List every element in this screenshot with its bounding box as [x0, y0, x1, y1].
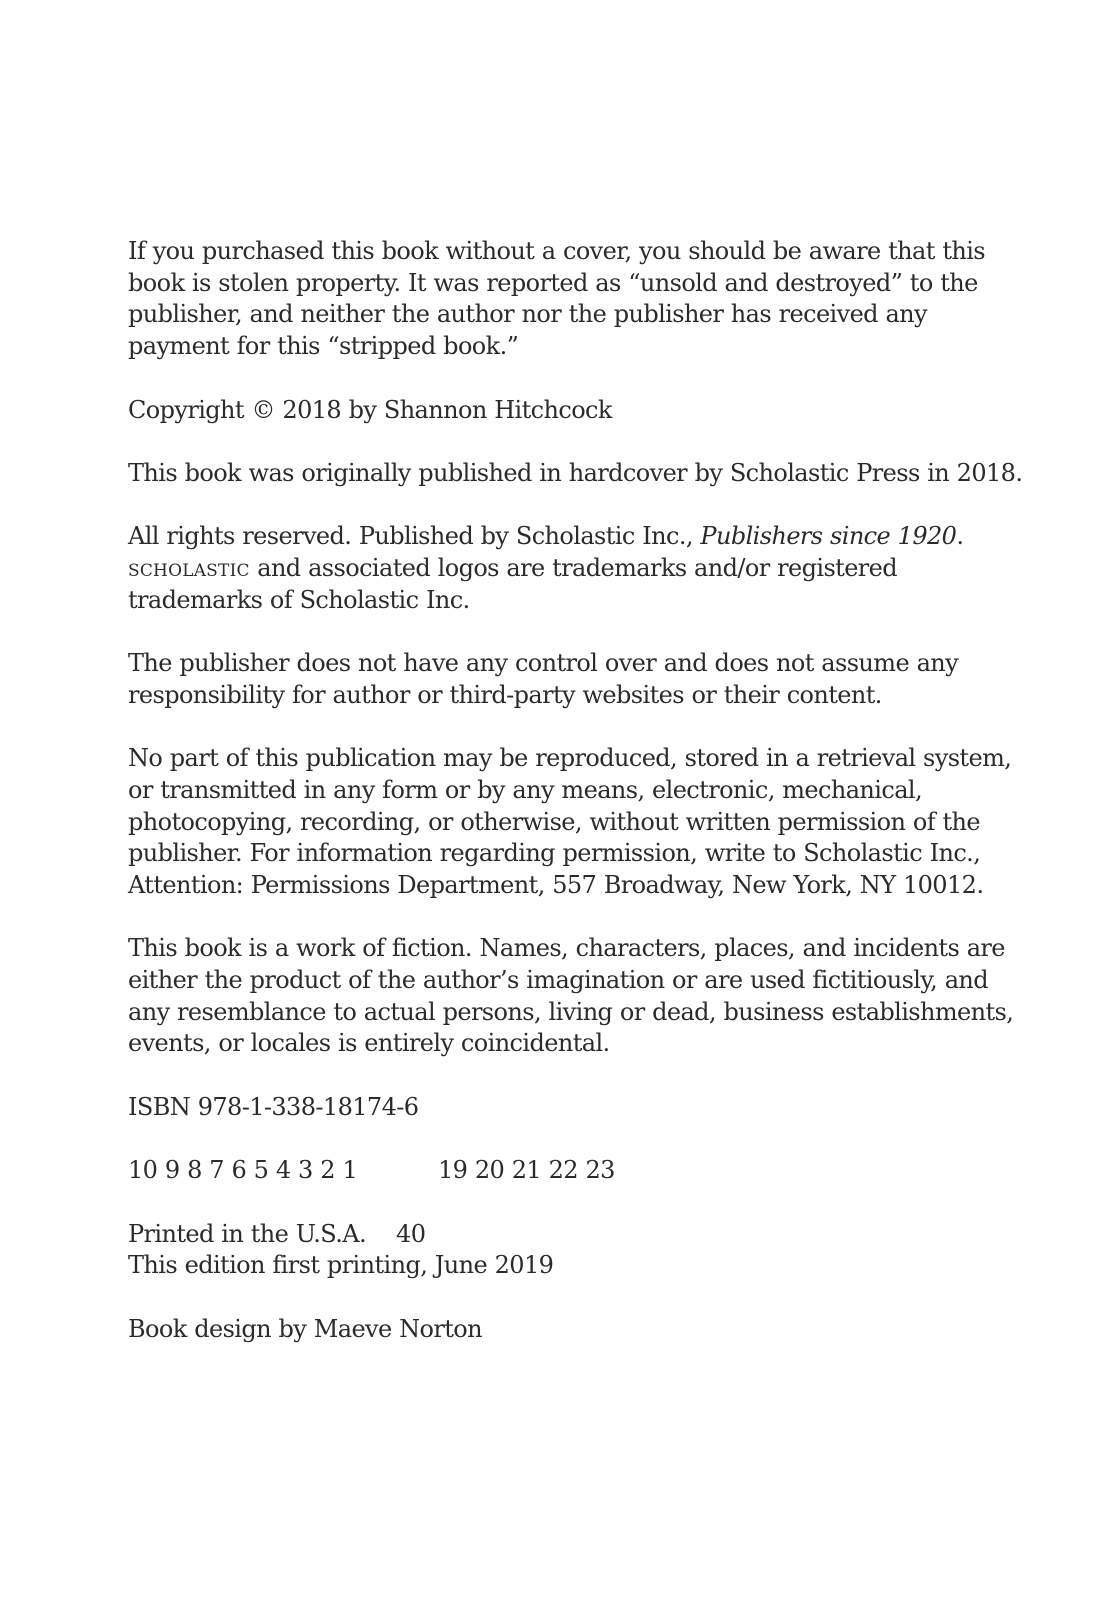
text-line: either the product of the author’s imagination or are used fictitiously, and	[128, 966, 989, 995]
publisher-control-disclaimer	[128, 648, 988, 711]
design-credit-text: Book design by Maeve Norton	[128, 1314, 483, 1343]
text-line: This book is a work of fiction. Names, characters, places, and incidents are	[128, 934, 1005, 963]
text-line: The publisher does not have any control over and does not assume any	[128, 649, 959, 678]
text-line: photocopying, recording, or otherwise, without written permission of the	[128, 807, 981, 836]
trademark-text: and associated logos are trademarks and/or registered	[249, 553, 898, 582]
text-line: If you purchased this book without a cover, you should be aware that this	[128, 237, 986, 265]
text-line: No part of this publication may be reproduced, stored in a retrieval system,	[128, 744, 1012, 773]
text-line: trademarks of Scholastic Inc.	[128, 585, 470, 614]
text-line	[128, 521, 988, 553]
text-line	[128, 1219, 988, 1251]
text-line: or transmitted in any form or by any means, electronic, mechanical,	[128, 775, 923, 804]
copyright-text-block	[128, 236, 1023, 1377]
printing-info	[128, 1219, 988, 1282]
isbn	[128, 1092, 988, 1124]
fiction-disclaimer	[128, 933, 1014, 1060]
printer-code: 40	[396, 1219, 426, 1248]
publishers-since-tagline: Publishers since 1920	[700, 522, 957, 551]
copyright-line	[128, 395, 988, 427]
rights-reserved-notice	[128, 521, 988, 616]
printing-years: 19 20 21 22 23	[438, 1156, 615, 1185]
rights-period: .	[956, 522, 964, 551]
text-line: events, or locales is entirely coincidental.	[128, 1029, 610, 1058]
original-publication-note	[128, 458, 1023, 490]
isbn-text: ISBN 978-1-338-18174-6	[128, 1092, 419, 1121]
text-line: Attention: Permissions Department, 557 Broadway, New York, NY 10012.	[128, 870, 984, 899]
book-design-credit	[128, 1314, 988, 1346]
printer-key	[128, 1155, 988, 1187]
text-line: any resemblance to actual persons, living or dead, business establishments,	[128, 997, 1014, 1026]
copyright-text: Copyright © 2018 by Shannon Hitchcock	[128, 395, 612, 424]
text-line: publisher. For information regarding permission, write to Scholastic Inc.,	[128, 839, 981, 868]
no-reproduction-notice	[128, 743, 1012, 902]
edition-line: This edition first printing, June 2019	[128, 1251, 554, 1280]
text-line	[128, 553, 988, 585]
rights-text: All rights reserved. Published by Scholastic Inc.,	[128, 522, 701, 551]
text-line: publisher, and neither the author nor the publisher has received any	[128, 300, 927, 329]
scholastic-trademark: scholastic	[128, 553, 250, 582]
text-line: book is stolen property. It was reported as “unsold and destroyed” to the	[128, 268, 978, 297]
text-line: payment for this “stripped book.”	[128, 332, 519, 361]
stripped-book-notice	[128, 236, 988, 363]
printed-country: Printed in the U.S.A.	[128, 1219, 367, 1248]
original-publication-text: This book was originally published in hardcover by Scholastic Press in 2018.	[128, 458, 1023, 487]
text-line: responsibility for author or third-party websites or their content.	[128, 680, 882, 709]
impression-numbers: 10 9 8 7 6 5 4 3 2 1	[128, 1156, 358, 1185]
